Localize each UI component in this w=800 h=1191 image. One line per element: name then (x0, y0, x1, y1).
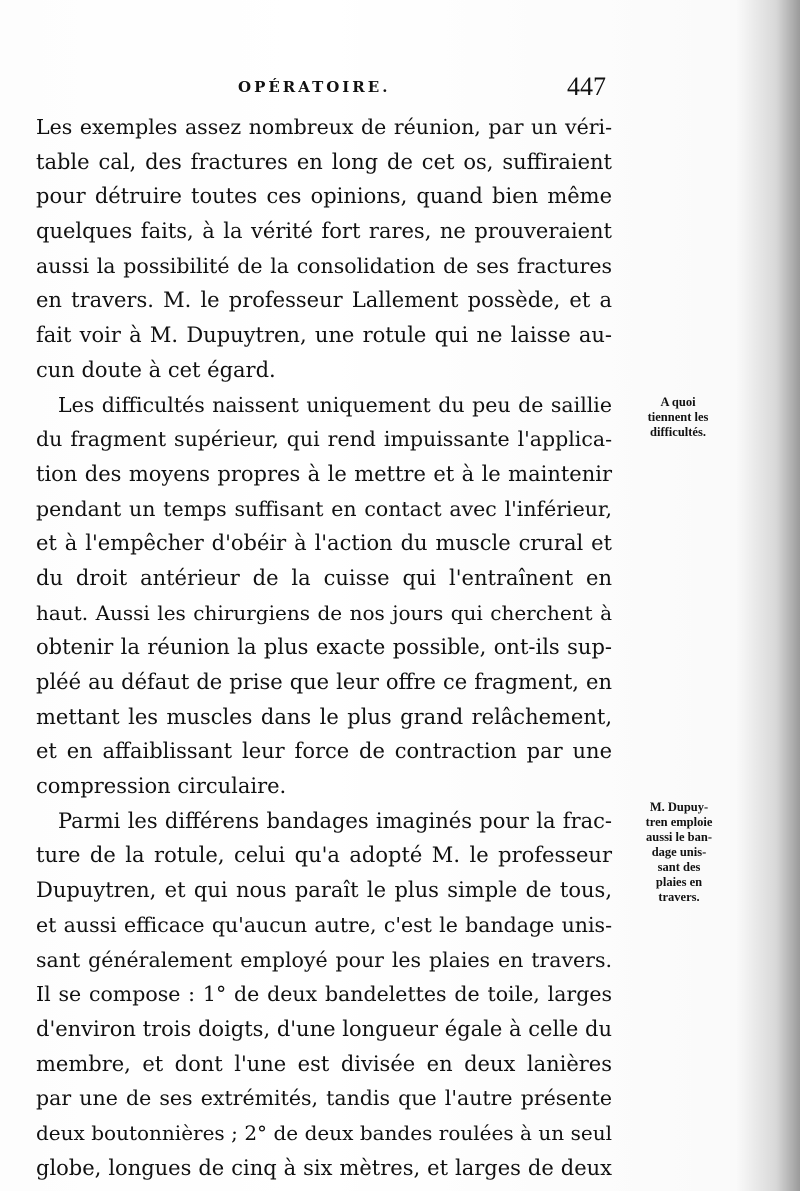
margin-note-line: tiennent les (647, 410, 709, 424)
text-line: Les exemples assez nombreux de réunion, par un véri- (36, 115, 612, 139)
margin-note-difficultes (628, 395, 728, 440)
text-line: tion des moyens propres à le mettre et à le maintenir (36, 461, 612, 486)
text-line: pour détruire toutes ces opinions, quand bien même (36, 184, 612, 209)
text-line: ture de la rotule, celui qu'a adopté M. le professeur (36, 843, 612, 868)
text-line: Parmi les différens bandages imaginés pour la frac- (58, 808, 612, 833)
text-line: pléé au défaut de prise que leur offre ce fragment, en (36, 670, 612, 694)
margin-note-line: travers. (658, 890, 700, 904)
text-line: quelques faits, à la vérité fort rares, ne prouveraient (36, 219, 612, 244)
body-text (36, 110, 612, 1185)
margin-note-line: dage unis- (651, 845, 707, 859)
text-line: du droit antérieur de la cuisse qui l'entraînent en (36, 565, 612, 590)
text-line: en travers. M. le professeur Lallement possède, et a (36, 288, 612, 313)
margin-note-bandage (625, 800, 733, 905)
text-line: du fragment supérieur, qui rend impuissante l'applica- (36, 427, 612, 452)
margin-note-line: tren emploie (645, 815, 713, 829)
text-line: table cal, des fractures en long de cet os, suffiraient (36, 149, 612, 174)
text-line: haut. Aussi les chirurgiens de nos jours qui cherchent à (36, 600, 612, 625)
margin-note-line: aussi le ban- (646, 830, 712, 844)
text-line: compression circulaire. (36, 774, 287, 799)
text-line: aussi la possibilité de la consolidation de ses fractures (36, 253, 612, 278)
text-line: deux boutonnières ; 2° de deux bandes roulées à un seul (36, 1120, 612, 1145)
text-line: fait voir à M. Dupuytren, une rotule qui ne laisse au- (36, 323, 612, 348)
text-line: Dupuytren, et qui nous paraît le plus simple de tous, (36, 878, 612, 903)
text-line: Il se compose : 1° de deux bandelettes de toile, larges (36, 982, 612, 1007)
text-line: d'environ trois doigts, d'une longueur égale à celle du (36, 1016, 612, 1041)
text-line: et à l'empêcher d'obéir à l'action du muscle crural et (36, 531, 612, 556)
margin-note-line: difficultés. (650, 425, 706, 439)
text-line: mettant les muscles dans le plus grand relâchement, (36, 704, 612, 729)
text-line: et aussi efficace qu'aucun autre, c'est le bandage unis- (36, 912, 612, 937)
page-number: 447 (567, 72, 606, 101)
text-line: et en affaiblissant leur force de contraction par une (36, 739, 612, 764)
text-line: membre, et dont l'une est divisée en deux lanières (36, 1051, 612, 1076)
text-line: sant généralement employé pour les plaies en travers. (36, 947, 612, 972)
text-line: pendant un temps suffisant en contact avec l'inférieur, (36, 496, 612, 521)
margin-note-line: plaies en (655, 875, 703, 889)
text-line: Les difficultés naissent uniquement du peu de saillie (58, 392, 612, 417)
text-line: globe, longues de cinq à six mètres, et larges de deux (36, 1155, 612, 1180)
text-line: obtenir la réunion la plus exacte possible, ont-ils sup- (36, 635, 612, 660)
text-line: cun doute à cet égard. (36, 357, 276, 382)
margin-note-line: A quoi (660, 395, 696, 409)
margin-note-line: sant des (657, 860, 701, 874)
margin-note-line: M. Dupuy- (649, 800, 709, 814)
text-line: par une de ses extrémités, tandis que l'autre présente (36, 1086, 612, 1111)
running-header-title: OPÉRATOIRE. (238, 78, 391, 96)
